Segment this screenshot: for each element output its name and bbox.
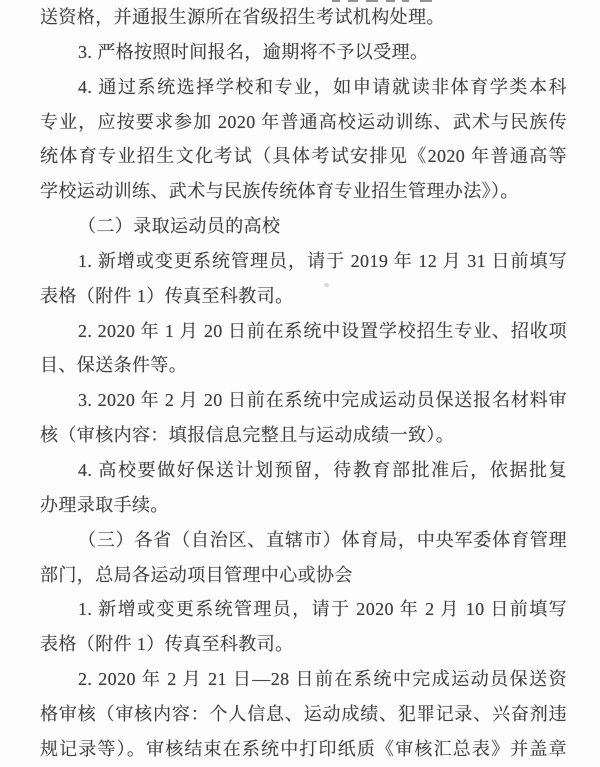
text-line: 专业，应按要求参加 2020 年普通高校运动训练、武术与民族传 (40, 111, 567, 132)
text-line: 核（审核内容：填报信息完整且与运动成绩一致）。 (40, 425, 455, 446)
text-line: 4. 通过系统选择学校和专业，如申请就读非体育学类本科 (78, 76, 567, 97)
text-line: 规记录等）。审核结束在系统中打印纸质《审核汇总表》并盖章 (40, 738, 567, 759)
text-line: 表格（附件 1）传真至科教司。 (40, 285, 294, 306)
text-line: 表格（附件 1）传真至科教司。 (40, 634, 294, 655)
text-line: 目、保送条件等。 (40, 355, 188, 376)
text-line: 学校运动训练、武术与民族传统体育专业招生管理办法》）。 (40, 181, 519, 202)
text-line: 1. 新增或变更系统管理员，请于 2019 年 12 月 31 日前填写 (78, 250, 567, 271)
text-line: 4. 高校要做好保送计划预留，待教育部批准后，依据批复 (78, 459, 567, 480)
text-line: 统体育专业招生文化考试（具体考试安排见《2020 年普通高等 (40, 146, 567, 167)
text-line: 办理录取手续。 (40, 494, 169, 515)
text-line: （三）各省（自治区、直辖市）体育局，中央军委体育管理 (78, 529, 567, 550)
document-body (40, 0, 567, 767)
text-line: 部门，总局各运动项目管理中心或协会 (40, 564, 353, 585)
text-line: 2. 2020 年 1 月 20 日前在系统中设置学校招生专业、招收项 (78, 320, 567, 341)
text-line: 3. 2020 年 2 月 20 日前在系统中完成运动员保送报名材料审 (78, 390, 567, 411)
text-line: 1. 新增或变更系统管理员，请于 2020 年 2 月 10 日前填写 (78, 599, 567, 620)
text-line: 格审核（审核内容：个人信息、运动成绩、犯罪记录、兴奋剂违 (40, 703, 567, 724)
text-line: 送资格，并通报生源所在省级招生考试机构处理。 (40, 7, 445, 27)
text-line: 2. 2020 年 2 月 21 日—28 日前在系统中完成运动员保送资 (78, 669, 567, 690)
text-line: （二）录取运动员的高校 (78, 216, 281, 237)
text-line: 3. 严格按照时间报名，逾期将不予以受理。 (78, 41, 429, 62)
